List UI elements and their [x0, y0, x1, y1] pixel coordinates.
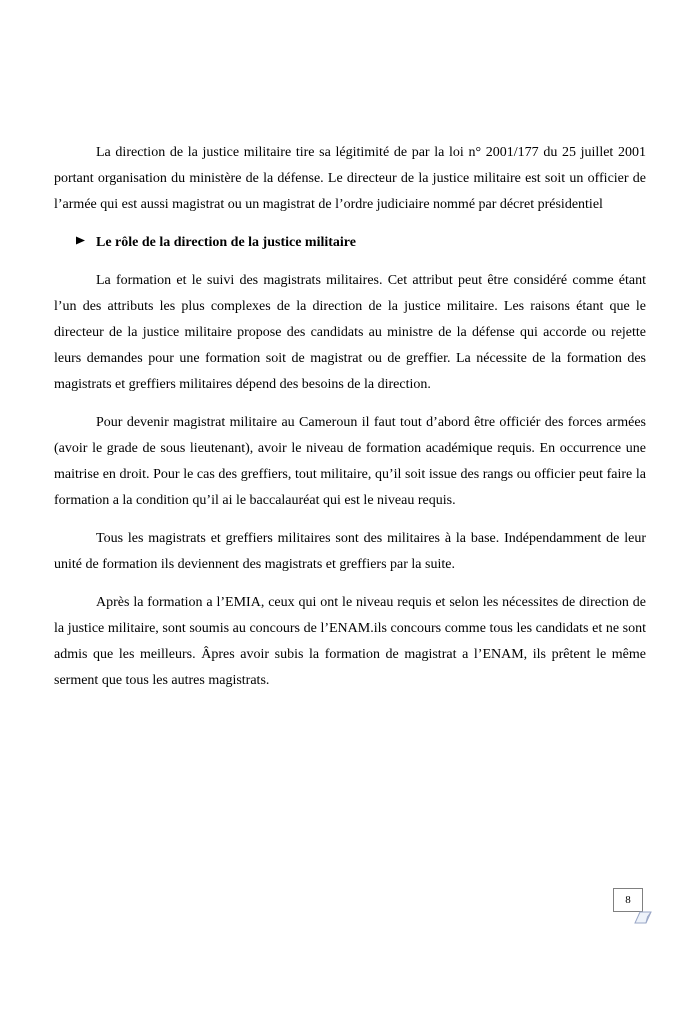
- arrow-bullet-icon: [75, 235, 96, 246]
- paragraph-base-militaire: Tous les magistrats et greffiers militaires sont des militaires à la base. Indépendamment de leur unité de formation ils deviennent des magistrats et greffiers par la suite.: [54, 531, 646, 572]
- page-number: 8: [625, 894, 631, 906]
- section-heading: [75, 230, 646, 256]
- paragraph-conditions: Pour devenir magistrat militaire au Cameroun il faut tout d’abord être officiér des forces armées (avoir le grade de sous lieutenant), avoir le niveau de formation académique requis. En occurrence une maitrise en droit. Pour le cas des greffiers, tout militaire, qu’il soit issue des rangs ou officier peut faire la formation a la condition qu’il ai le baccalauréat qui est le niveau requis.: [54, 415, 646, 508]
- page-curl-icon: [634, 908, 652, 924]
- paragraph-intro: La direction de la justice militaire tire sa légitimité de par la loi n° 2001/177 du 25 juillet 2001 portant organisation du ministère de la défense. Le directeur de la justice militaire est soit un officier de l’armée qui est aussi magistrat ou un magistrat de l’ordre judiciaire nommé par décret présidentiel: [54, 145, 646, 212]
- paragraph-emia-enam: Après la formation a l’EMIA, ceux qui ont le niveau requis et selon les nécessites de direction de la justice militaire, sont soumis au concours de l’ENAM.ils concours comme tous les candidats et ne sont admis que les meilleurs. Âpres avoir subis la formation de magistrat a l’ENAM, ils prêtent le même serment que tous les autres magistrats.: [54, 595, 646, 688]
- section-heading-text: Le rôle de la direction de la justice militaire: [96, 235, 356, 250]
- document-body: [54, 140, 646, 706]
- paragraph-formation: La formation et le suivi des magistrats militaires. Cet attribut peut être considéré comme étant l’un des attributs les plus complexes de la direction de la justice militaire. Les raisons étant que le directeur de la justice militaire propose des candidats au ministre de la défense qui accorde ou rejette leurs demandes pour une formation soit de magistrat ou de greffier. La nécessite de la formation des magistrats et greffiers militaires dépend des besoins de la direction.: [54, 273, 646, 392]
- page-number-frame: [613, 888, 643, 912]
